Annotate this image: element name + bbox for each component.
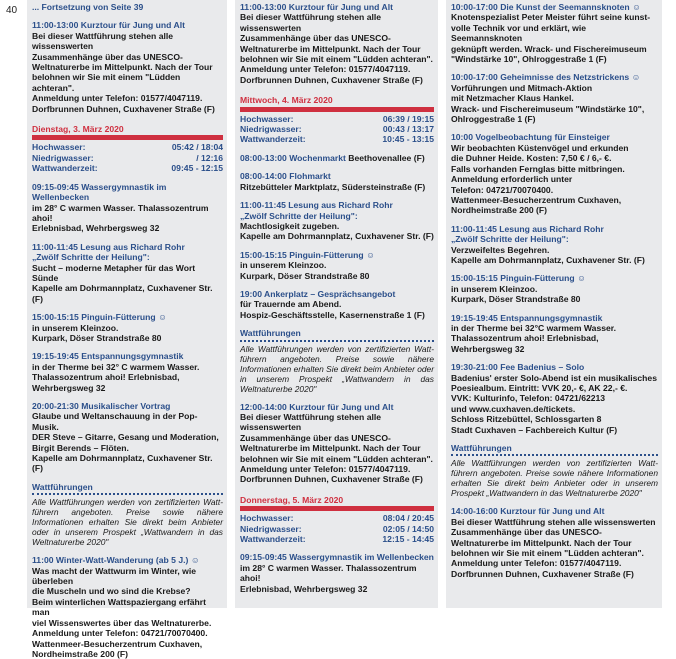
event-wochenmarkt: 08:00-13:00 Wochenmarkt Beethovenallee (F) [240,152,425,163]
event-pinguin: 15:00-15:15 Pinguin-Fütterung ☺ in unserem Kleinzoo. Kurpark, Döser Strandstraße 80 [32,312,167,343]
column-1 [27,0,227,659]
tide-table: Hochwasser: 06:39 / 19:15 Niedrigwasser: 00:43 / 13:17 Wattwanderzeit: 10:45 - 13:15 [240,113,434,145]
event-wassergymnastik: 09:15-09:45 Wassergymnastik im Wellenbecken im 28° C warmen Wasser. Thalassozentrum ahoi! Erlebnisbad, Wehrbergsweg 32 [240,552,434,594]
event-pinguin: 15:00-15:15 Pinguin-Fütterung ☺ in unserem Kleinzoo. Kurpark, Döser Strandstraße 80 [240,249,375,281]
event-lesung: 11:00-11:45 Lesung aus Richard Rohr „Zwölf Schritte der Heilung": Sucht – moderne Metapher für das Wort Sünde Kapelle am Dohrmannplatz, Cuxhavener Str. (F) [32,241,213,304]
tide-table: Hochwasser: 08:04 / 20:45 Niedrigwasser: 02:05 / 14:50 Wattwanderzeit: 12:15 - 14:45 [240,513,434,545]
section-divider [32,493,223,495]
day-divider [240,506,434,511]
column-3 [446,0,662,608]
event-vogelbeobachtung: 10:00 Vogelbeobachtung für Einsteiger Wir beobachten Küstenvögel und erkunden die Duhner Heide. Kosten: 7,50 € / 6,- €. Falls vorhanden Fernglas bitte mitbringen. Anmeldung erforderlich unter Telefon: 04721/70070400. Wattenmeer-Besucherzentrum Cuxhaven, Nordheimstraße 200 (F) [451,132,629,216]
column-2 [235,0,438,608]
event-vortrag: 20:00-21:30 Musikalischer Vortrag Glaube und Weltanschauung in der Pop-Musik. DER Steve – Gitarre, Gesang und Moderation, Birgit Berends – Flöten. Kapelle am Dohrmannplatz, Cuxhavener Str. (F) [32,401,219,474]
day-title: Dienstag, 3. März 2020 [32,124,124,135]
event-title: 11:00-13:00 Kurztour für Jung und Alt [32,20,185,31]
event-description: Bei dieser Wattführung stehen alle wissenswerten Zusammenhänge über das UNESCO- Weltnaturerbe im Mittelpunkt. Nach der Tour belohnen wir Sie mit einem "Lüdden achteran". Anmeldung unter Telefon: 01577/4047119. Dorfbrunnen Duhnen, Cuxhavener Straße (F) [32,30,215,114]
event-kurztour: 12:00-14:00 Kurztour für Jung und Alt Bei dieser Wattführung stehen alle wissenswerten Zusammenhänge über das UNESCO- Weltnaturerbe im Mittelpunkt. Nach der Tour belohnen wir Sie mit einem "Lüdden achteran". Anmeldung unter Telefon: 01577/4047119. Dorfbrunnen Duhnen, Cuxhavener Straße (F) [240,401,433,485]
day-header-thursday: Donnerstag, 5. März 2020 Hochwasser: 08:04 / 20:45 Niedrigwasser: 02:05 / 14:50 Wattwanderzeit: 12:15 - 14:45 [240,494,434,545]
event-fee-badenius: 19:30-21:00 Fee Badenius – Solo Badenius' erster Solo-Abend ist ein musikalisches Poesiealbum. Eintritt: VVK 20,- €, AK 22,- €. VVK: Kulturinfo, Telefon: 04721/62213 und www.cuxhaven.de/tickets. Schloss Ritzebüttel, Schlossgarten 8 Stadt Cuxhaven – Fachbereich Kultur (F) [451,362,657,435]
event-lesung: 11:00-11:45 Lesung aus Richard Rohr „Zwölf Schritte der Heilung": Verzweifeltes Begehren. Kapelle am Dohrmannplatz, Cuxhavener Str. (F) [451,223,645,265]
event-kurztour [32,20,223,114]
section-wattfuehrungen: Wattführungen Alle Wattführungen werden von zertifizierten Watt-führern angeboten. Preise sowie nähere Informationen erhalten Sie direkt beim Anbieter oder in unserem Prospekt „Wattwandern in das Weltnaturerbe 2020" [240,328,434,394]
section-wattfuehrungen: Wattführungen Alle Wattführungen werden von zertifizierten Watt-führern angeboten. Preise sowie nähere Informationen erhalten Sie direkt beim Anbieter oder in unserem Prospekt „Wattwandern in das Weltnaturerbe 2020" [451,443,658,499]
event-seemannsknoten: 10:00-17:00 Die Kunst der Seemannsknoten ☺ Knotenspezialist Peter Meister führt seine kunst- volle Technik vor und erklärt, wie Seemannsknoten geknüpft werden. Wrack- und Fischereimuseum "Windstärke 10", Ohlroggestraße 1 (F) [451,2,651,65]
section-divider [240,340,434,342]
event-ankerplatz: 19:00 Ankerplatz – Gesprächsangebot für Trauernde am Abend. Hospiz-Geschäftsstelle, Kasernenstraße 1 (F) [240,288,425,320]
day-divider [32,135,223,140]
event-flohmarkt: 08:00-14:00 Flohmarkt Ritzebütteler Marktplatz, Südersteinstraße (F) [240,171,426,192]
day-divider [240,107,434,112]
tide-table: Hochwasser: 05:42 / 18:04 Niedrigwasser: / 12:16 Wattwanderzeit: 09:45 - 12:15 [32,142,223,174]
event-winter-watt: 11:00 Winter-Watt-Wanderung (ab 5 J.) ☺ Was macht der Wattwurm im Winter, wie überleben die Muscheln und wo sind die Krebse? Beim winterlichen Wattspaziergang erfährt man viel Wissenswertes über das Weltnaturerbe. Anmeldung unter Telefon: 04721/70070400. Wattenmeer-Besucherzentrum Cuxhaven, Nordheimstraße 200 (F) [32,555,212,659]
event-kurztour: 14:00-16:00 Kurztour für Jung und Alt Bei dieser Wattführung stehen alle wissenswerten Zusammenhänge über das UNESCO- Weltnaturerbe im Mittelpunkt. Nach der Tour belohnen wir Sie mit einem "Lüdden achteran". Anmeldung unter Telefon: 01577/4047119. Dorfbrunnen Duhnen, Cuxhavener Straße (F) [451,506,656,579]
continuation-note: ... Fortsetzung von Seite 39 [32,2,144,12]
event-netzstricken: 10:00-17:00 Geheimnisse des Netzstrickens ☺ Vorführungen und Mitmach-Aktion mit Netzmacher Klaus Hankel. Wrack- und Fischereimuseum "Windstärke 10", Ohlroggestraße 1 (F) [451,72,645,125]
event-pinguin: 15:00-15:15 Pinguin-Fütterung ☺ in unserem Kleinzoo. Kurpark, Döser Strandstraße 80 [451,273,586,305]
event-entspannung: 19:15-19:45 Entspannungsgymnastik in der Therme bei 32° C warmem Wasser. Thalassozentrum ahoi! Erlebnisbad, Wehrbergsweg 32 [32,351,200,393]
event-wassergymnastik: 09:15-09:45 Wassergymnastik im Wellenbecken im 28° C warmen Wasser. Thalassozentrum ahoi! Erlebnisbad, Wehrbergsweg 32 [32,181,209,234]
section-divider [451,454,658,456]
day-header-wednesday: Mittwoch, 4. März 2020 Hochwasser: 06:39 / 19:15 Niedrigwasser: 00:43 / 13:17 Wattwanderzeit: 10:45 - 13:15 [240,95,434,145]
day-header-tuesday [32,124,223,174]
page-number: 40 [6,5,18,16]
event-entspannung: 19:15-19:45 Entspannungsgymnastik in der Therme bei 32°C warmem Wasser. Thalassozentrum ahoi! Erlebnisbad, Wehrbergsweg 32 [451,312,617,354]
section-wattfuehrungen: Wattführungen Alle Wattführungen werden von zertifizierten Watt-führern angeboten. Preise sowie nähere Informationen erhalten Sie direkt beim Anbieter oder in unserem Prospekt „Wattwandern in das Weltnaturerbe 2020" [32,481,223,548]
event-kurztour: 11:00-13:00 Kurztour für Jung und Alt Bei dieser Wattführung stehen alle wissenswerten Zusammenhänge über das UNESCO- Weltnaturerbe im Mittelpunkt. Nach der Tour belohnen wir Sie mit einem "Lüdden achteran". Anmeldung unter Telefon: 01577/4047119. Dorfbrunnen Duhnen, Cuxhavener Straße (F) [240,2,433,85]
event-lesung: 11:00-11:45 Lesung aus Richard Rohr „Zwölf Schritte der Heilung": Machtlosigkeit zugeben. Kapelle am Dohrmannplatz, Cuxhavener Str. (F) [240,200,434,242]
